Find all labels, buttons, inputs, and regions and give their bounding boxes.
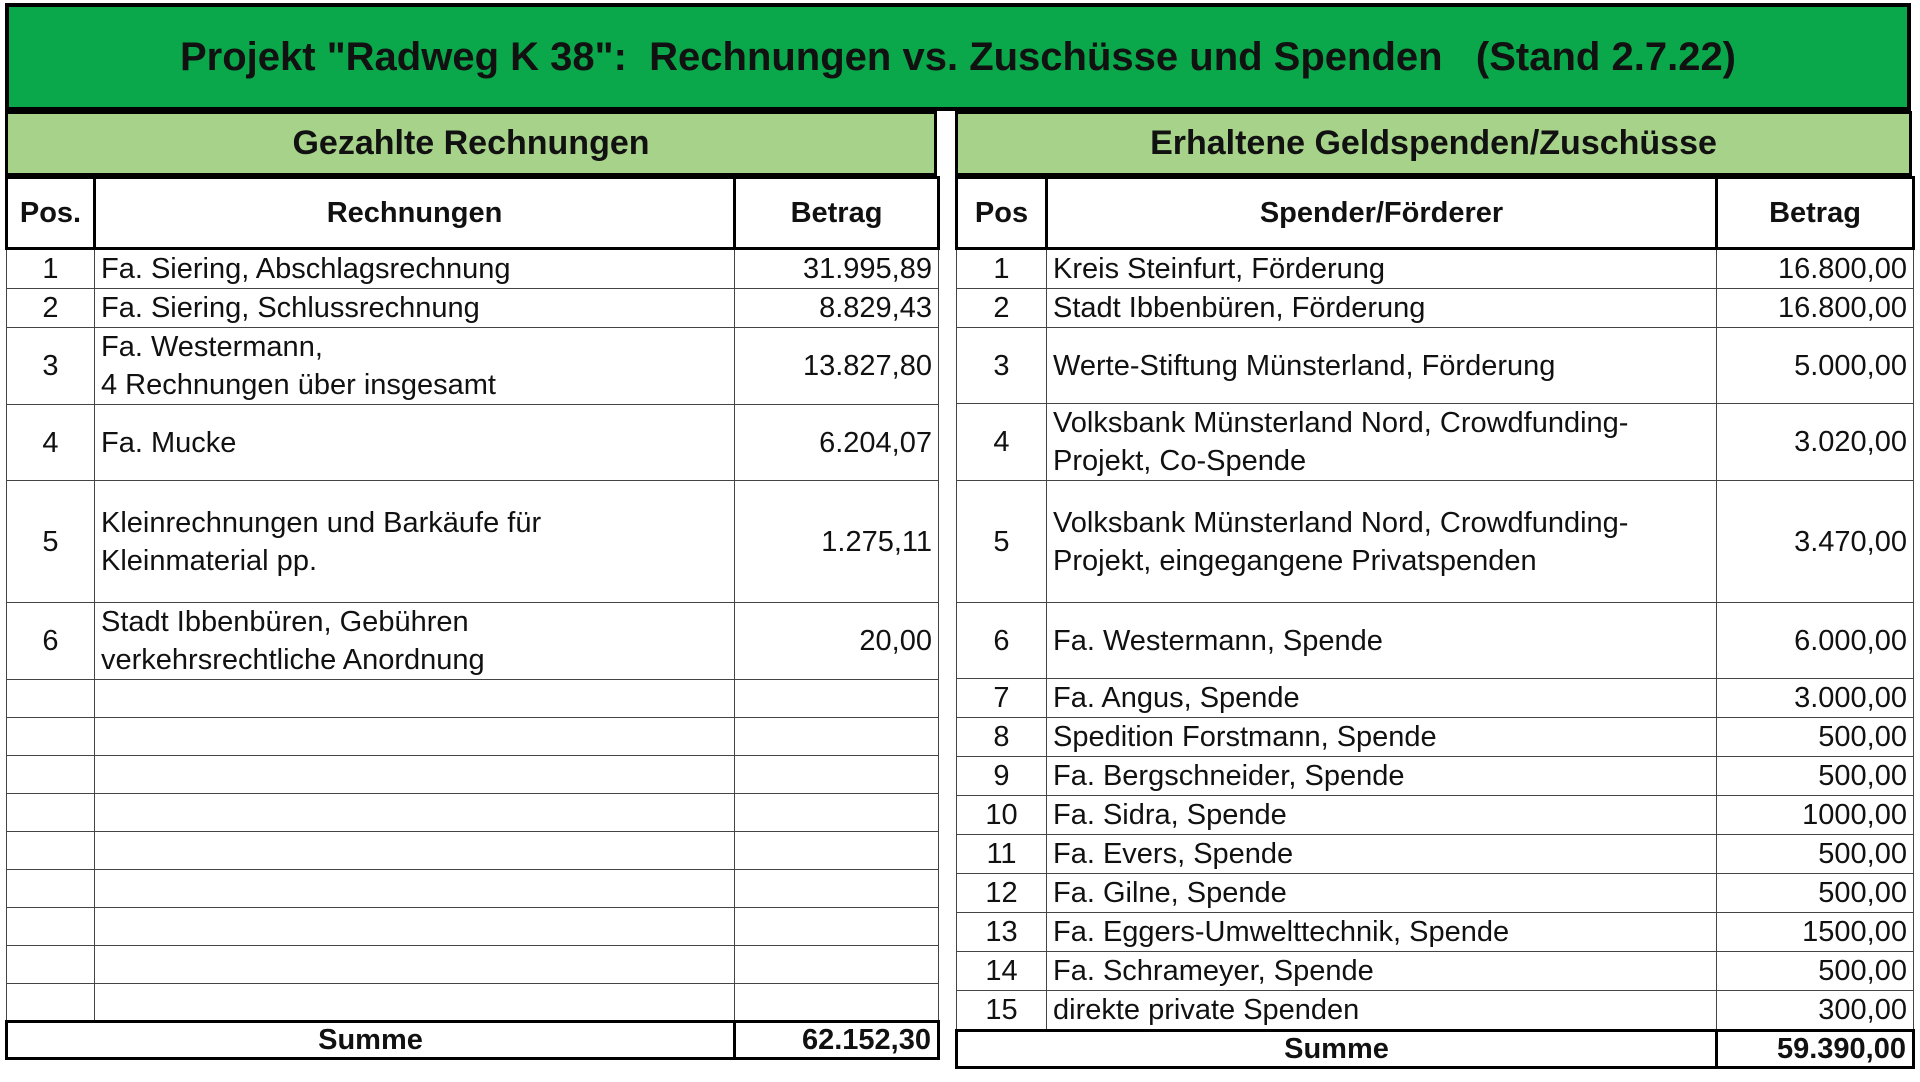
empty-cell[interactable] <box>735 756 939 794</box>
cell-pos[interactable]: 9 <box>957 757 1047 796</box>
cell-pos[interactable]: 1 <box>957 249 1047 289</box>
cell-amount[interactable]: 500,00 <box>1717 718 1914 757</box>
sum-amount[interactable]: 59.390,00 <box>1717 1031 1914 1068</box>
cell-pos[interactable]: 3 <box>957 328 1047 404</box>
empty-cell[interactable] <box>735 946 939 984</box>
table-row <box>7 328 939 405</box>
table-row <box>957 913 1914 952</box>
cell-desc[interactable]: Fa. Sidra, Spende <box>1047 796 1717 835</box>
cell-pos[interactable]: 2 <box>7 289 95 328</box>
donations-panel <box>955 111 1912 1080</box>
cell-desc[interactable]: Fa. Angus, Spende <box>1047 679 1717 718</box>
invoices-heading: Gezahlte Rechnungen <box>5 111 937 176</box>
cell-amount[interactable]: 8.829,43 <box>735 289 939 328</box>
empty-cell[interactable] <box>735 794 939 832</box>
cell-desc[interactable]: Fa. Schrameyer, Spende <box>1047 952 1717 991</box>
empty-cell[interactable] <box>7 756 95 794</box>
cell-pos[interactable]: 14 <box>957 952 1047 991</box>
cell-amount[interactable]: 1000,00 <box>1717 796 1914 835</box>
empty-cell[interactable] <box>735 984 939 1022</box>
empty-cell[interactable] <box>95 946 735 984</box>
table-row <box>957 757 1914 796</box>
empty-row <box>7 756 939 794</box>
empty-row <box>7 908 939 946</box>
cell-desc[interactable]: Kreis Steinfurt, Förderung <box>1047 249 1717 289</box>
donations-heading: Erhaltene Geldspenden/Zuschüsse <box>955 111 1912 176</box>
cell-amount[interactable]: 20,00 <box>735 603 939 680</box>
empty-row <box>7 794 939 832</box>
cell-pos[interactable]: 6 <box>7 603 95 680</box>
cell-amount[interactable]: 6.204,07 <box>735 405 939 481</box>
empty-cell[interactable] <box>95 794 735 832</box>
page-title: Projekt "Radweg K 38": Rechnungen vs. Zuschüsse und Spenden (Stand 2.7.22) <box>5 3 1911 111</box>
empty-cell[interactable] <box>7 984 95 1022</box>
cell-desc[interactable]: Fa. Evers, Spende <box>1047 835 1717 874</box>
empty-cell[interactable] <box>95 870 735 908</box>
cell-desc[interactable]: Fa. Siering, Schlussrechnung <box>95 289 735 328</box>
table-row <box>7 481 939 603</box>
empty-cell[interactable] <box>95 718 735 756</box>
cell-pos[interactable]: 7 <box>957 679 1047 718</box>
cell-desc[interactable]: Stadt Ibbenbüren, Förderung <box>1047 289 1717 328</box>
invoices-panel <box>5 111 937 1080</box>
cell-pos[interactable]: 4 <box>7 405 95 481</box>
table-row <box>957 328 1914 404</box>
cell-desc[interactable]: Fa. Westermann, Spende <box>1047 603 1717 679</box>
empty-cell[interactable] <box>735 832 939 870</box>
table-row <box>957 679 1914 718</box>
empty-cell[interactable] <box>735 908 939 946</box>
empty-cell[interactable] <box>7 794 95 832</box>
empty-row <box>7 680 939 718</box>
table-row <box>7 249 939 289</box>
table-row <box>957 481 1914 603</box>
table-row <box>957 289 1914 328</box>
table-row <box>957 874 1914 913</box>
sum-row <box>7 1022 939 1059</box>
sum-label: Summe <box>7 1022 735 1059</box>
cell-amount[interactable]: 3.470,00 <box>1717 481 1914 603</box>
cell-pos[interactable]: 12 <box>957 874 1047 913</box>
empty-cell[interactable] <box>7 908 95 946</box>
cell-desc[interactable]: Fa. Mucke <box>95 405 735 481</box>
empty-cell[interactable] <box>95 832 735 870</box>
sum-label: Summe <box>957 1031 1717 1068</box>
empty-row <box>7 832 939 870</box>
sum-row <box>957 1031 1914 1068</box>
cell-amount[interactable]: 500,00 <box>1717 952 1914 991</box>
donations-table <box>955 176 1915 1069</box>
column-header-desc: Spender/Förderer <box>1047 178 1717 249</box>
empty-row <box>7 718 939 756</box>
table-header-row <box>957 178 1914 249</box>
cell-amount[interactable]: 16.800,00 <box>1717 249 1914 289</box>
cell-desc[interactable]: Fa. Westermann, 4 Rechnungen über insgesamt <box>95 328 735 405</box>
empty-cell[interactable] <box>95 908 735 946</box>
cell-pos[interactable]: 5 <box>7 481 95 603</box>
cell-amount[interactable]: 16.800,00 <box>1717 289 1914 328</box>
cell-pos[interactable]: 1 <box>7 249 95 289</box>
empty-cell[interactable] <box>735 718 939 756</box>
empty-cell[interactable] <box>7 832 95 870</box>
cell-amount[interactable]: 31.995,89 <box>735 249 939 289</box>
cell-pos[interactable]: 11 <box>957 835 1047 874</box>
cell-pos[interactable]: 3 <box>7 328 95 405</box>
column-header-amount: Betrag <box>1717 178 1914 249</box>
cell-amount[interactable]: 1500,00 <box>1717 913 1914 952</box>
cell-amount[interactable]: 6.000,00 <box>1717 603 1914 679</box>
cell-desc[interactable]: direkte private Spenden <box>1047 991 1717 1031</box>
empty-cell[interactable] <box>7 870 95 908</box>
table-row <box>957 603 1914 679</box>
sum-amount[interactable]: 62.152,30 <box>735 1022 939 1059</box>
cell-amount[interactable]: 1.275,11 <box>735 481 939 603</box>
cell-desc[interactable]: Fa. Bergschneider, Spende <box>1047 757 1717 796</box>
cell-desc[interactable]: Fa. Eggers-Umwelttechnik, Spende <box>1047 913 1717 952</box>
cell-pos[interactable]: 10 <box>957 796 1047 835</box>
cell-desc[interactable]: Stadt Ibbenbüren, Gebühren verkehrsrechtliche Anordnung <box>95 603 735 680</box>
empty-cell[interactable] <box>735 680 939 718</box>
column-header-desc: Rechnungen <box>95 178 735 249</box>
cell-desc[interactable]: Spedition Forstmann, Spende <box>1047 718 1717 757</box>
table-row <box>957 991 1914 1031</box>
cell-pos[interactable]: 8 <box>957 718 1047 757</box>
table-row <box>957 249 1914 289</box>
cell-amount[interactable]: 3.020,00 <box>1717 404 1914 481</box>
empty-row <box>7 946 939 984</box>
cell-desc[interactable]: Werte-Stiftung Münsterland, Förderung <box>1047 328 1717 404</box>
table-row <box>7 289 939 328</box>
table-header-row <box>7 178 939 249</box>
empty-cell[interactable] <box>95 984 735 1022</box>
cell-amount[interactable]: 500,00 <box>1717 835 1914 874</box>
table-row <box>957 718 1914 757</box>
column-header-pos: Pos. <box>7 178 95 249</box>
table-row <box>7 603 939 680</box>
empty-cell[interactable] <box>735 870 939 908</box>
table-row <box>957 835 1914 874</box>
cell-amount[interactable]: 3.000,00 <box>1717 679 1914 718</box>
empty-row <box>7 984 939 1022</box>
cell-pos[interactable]: 13 <box>957 913 1047 952</box>
cell-pos[interactable]: 5 <box>957 481 1047 603</box>
cell-amount[interactable]: 500,00 <box>1717 757 1914 796</box>
cell-amount[interactable]: 13.827,80 <box>735 328 939 405</box>
table-row <box>957 952 1914 991</box>
cell-desc[interactable]: Volksbank Münsterland Nord, Crowdfunding- Projekt, eingegangene Privatspenden <box>1047 481 1717 603</box>
cell-pos[interactable]: 4 <box>957 404 1047 481</box>
cell-pos[interactable]: 6 <box>957 603 1047 679</box>
cell-pos[interactable]: 2 <box>957 289 1047 328</box>
empty-cell[interactable] <box>7 680 95 718</box>
invoices-table <box>5 176 940 1060</box>
empty-cell[interactable] <box>7 718 95 756</box>
cell-desc[interactable]: Fa. Gilne, Spende <box>1047 874 1717 913</box>
column-header-amount: Betrag <box>735 178 939 249</box>
cell-amount[interactable]: 500,00 <box>1717 874 1914 913</box>
table-row <box>957 404 1914 481</box>
empty-cell[interactable] <box>95 756 735 794</box>
empty-cell[interactable] <box>7 946 95 984</box>
cell-desc[interactable]: Volksbank Münsterland Nord, Crowdfunding- Projekt, Co-Spende <box>1047 404 1717 481</box>
cell-amount[interactable]: 5.000,00 <box>1717 328 1914 404</box>
table-row <box>7 405 939 481</box>
cell-desc[interactable]: Fa. Siering, Abschlagsrechnung <box>95 249 735 289</box>
empty-cell[interactable] <box>95 680 735 718</box>
column-header-pos: Pos <box>957 178 1047 249</box>
cell-desc[interactable]: Kleinrechnungen und Barkäufe für Kleinmaterial pp. <box>95 481 735 603</box>
empty-row <box>7 870 939 908</box>
cell-amount[interactable]: 300,00 <box>1717 991 1914 1031</box>
cell-pos[interactable]: 15 <box>957 991 1047 1031</box>
table-row <box>957 796 1914 835</box>
